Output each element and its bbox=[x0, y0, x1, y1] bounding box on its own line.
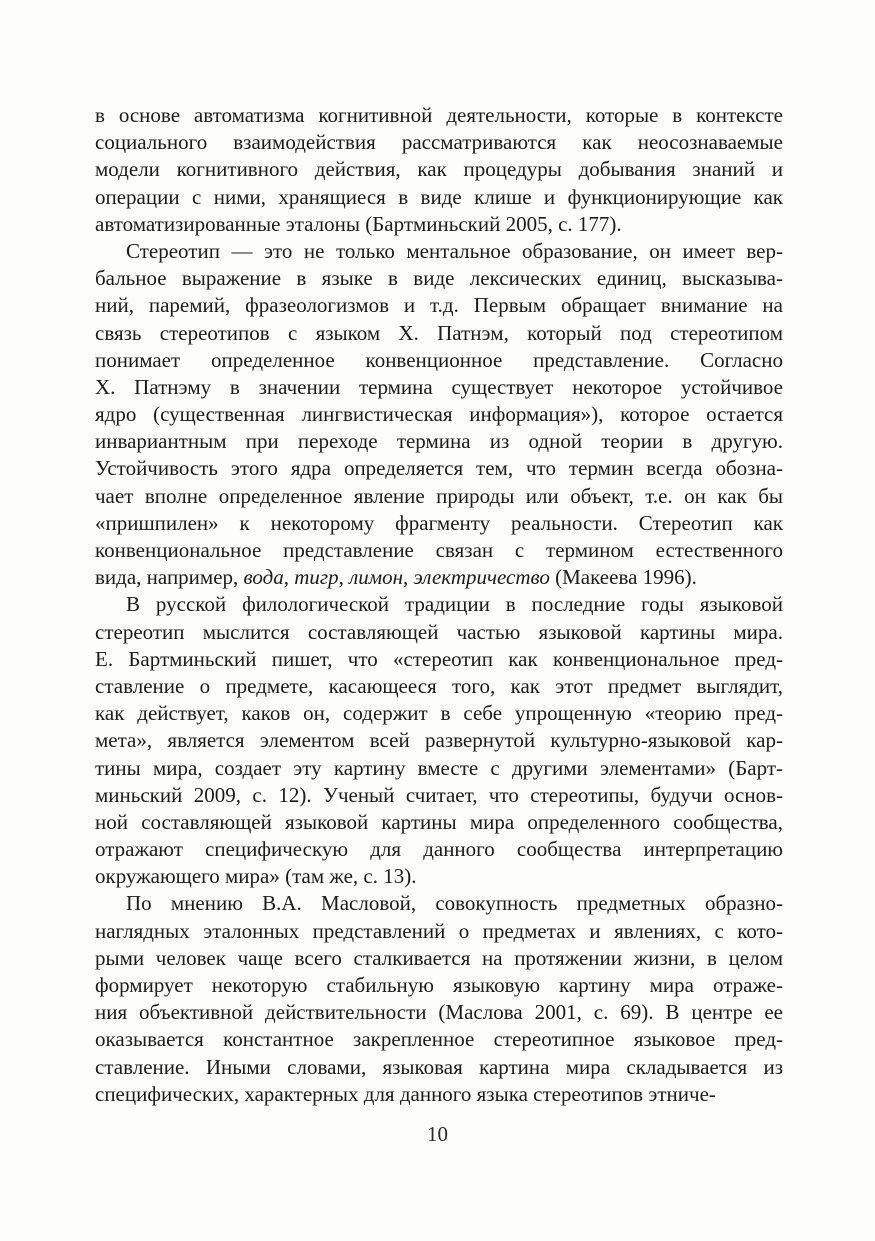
text-line: связь стереотипов с языком Х. Патнэм, который под стереотипом bbox=[95, 320, 783, 345]
text-line: ядро (существенная лингвистическая информация»), которое остается bbox=[95, 402, 783, 427]
text-line: ставление о предмете, касающееся того, как этот предмет выглядит, bbox=[95, 673, 783, 698]
text-line: Х. Патнэму в значении термина существует некоторое устойчивое bbox=[95, 374, 783, 399]
text-line: наглядных эталонных представлений о предметах и явлениях, с кото- bbox=[95, 918, 783, 943]
regular-text: вида, например, bbox=[95, 565, 244, 590]
text-line: «пришпилен» к некоторому фрагменту реальности. Стереотип как bbox=[95, 510, 783, 535]
text-line: отражают специфическую для данного сообщества интерпретацию bbox=[95, 837, 783, 862]
text-line: модели когнитивного действия, как процедуры добывания знаний и bbox=[95, 157, 783, 182]
text-line: В русской филологической традиции в последние годы языковой bbox=[126, 592, 783, 617]
text-line: автоматизированные эталоны (Бартминьский 2005, с. 177). bbox=[95, 211, 622, 236]
text-line: Стереотип — это не только ментальное образование, он имеет вер- bbox=[126, 238, 783, 263]
text-line: мета», является элементом всей развернутой культурно-языковой кар- bbox=[95, 728, 783, 753]
text-line: По мнению В.А. Масловой, совокупность предметных образно- bbox=[126, 891, 783, 916]
text-line: как действует, каков он, содержит в себе упрощенную «теорию пред- bbox=[95, 701, 783, 726]
text-line: формирует некоторую стабильную языковую картину мира отраже- bbox=[95, 973, 783, 997]
text-line: операции с ними, хранящиеся в виде клише и функционирующие как bbox=[95, 184, 783, 209]
text-line: конвенциональное представление связан с термином естественного bbox=[95, 538, 783, 562]
text-line: ний, паремий, фразеологизмов и т.д. Первым обращает внимание на bbox=[95, 293, 783, 318]
text-line: тины мира, создает эту картину вместе с другими элементами» (Барт- bbox=[95, 755, 783, 780]
text-line: социального взаимодействия рассматриваются как неосознаваемые bbox=[95, 130, 783, 155]
text-line: в основе автоматизма когнитивной деятельности, которые в контексте bbox=[95, 103, 783, 127]
text-line: инвариантным при переходе термина из одной теории в другую. bbox=[95, 429, 783, 454]
paragraph bbox=[95, 591, 783, 890]
text-line: окружающего мира» (там же, с. 13). bbox=[95, 864, 417, 889]
text-line: специфических, характерных для данного языка стереотипов этниче- bbox=[95, 1081, 716, 1106]
text-line: ставление. Иными словами, языковая картина мира складывается из bbox=[95, 1054, 783, 1079]
text-line: Е. Бартминьский пишет, что «стереотип как конвенциональное пред- bbox=[95, 646, 783, 671]
text-line: бальное выражение в языке в виде лексических единиц, высказыва- bbox=[95, 266, 783, 291]
text-line: стереотип мыслится составляющей частью языковой картины мира. bbox=[95, 619, 783, 644]
text-line: ной составляющей языковой картины мира определенного сообщества, bbox=[95, 809, 783, 834]
text-line: Устойчивость этого ядра определяется тем, что термин всегда обозна- bbox=[95, 456, 783, 481]
text-line: миньский 2009, с. 12). Ученый считает, что стереотипы, будучи основ- bbox=[95, 782, 783, 807]
text-line: ния объективной действительности (Маслова 2001, с. 69). В центре ее bbox=[95, 1000, 783, 1025]
text-line bbox=[95, 564, 783, 591]
paragraph bbox=[95, 890, 783, 1108]
text-line: чает вполне определенное явление природы или объект, т.е. он как бы bbox=[95, 483, 783, 508]
paragraph bbox=[95, 238, 783, 591]
paragraph bbox=[95, 102, 783, 238]
italic-text: вода, тигр, лимон, электричество bbox=[243, 565, 550, 590]
text-block bbox=[95, 102, 783, 1108]
text-line: рыми человек чаще всего сталкивается на протяжении жизни, в целом bbox=[95, 945, 783, 970]
page-number: 10 bbox=[427, 1122, 448, 1146]
regular-text: (Макеева 1996). bbox=[549, 565, 697, 590]
text-line: понимает определенное конвенционное представление. Согласно bbox=[95, 347, 783, 372]
text-line: оказывается константное закрепленное стереотипное языковое пред- bbox=[95, 1027, 783, 1052]
